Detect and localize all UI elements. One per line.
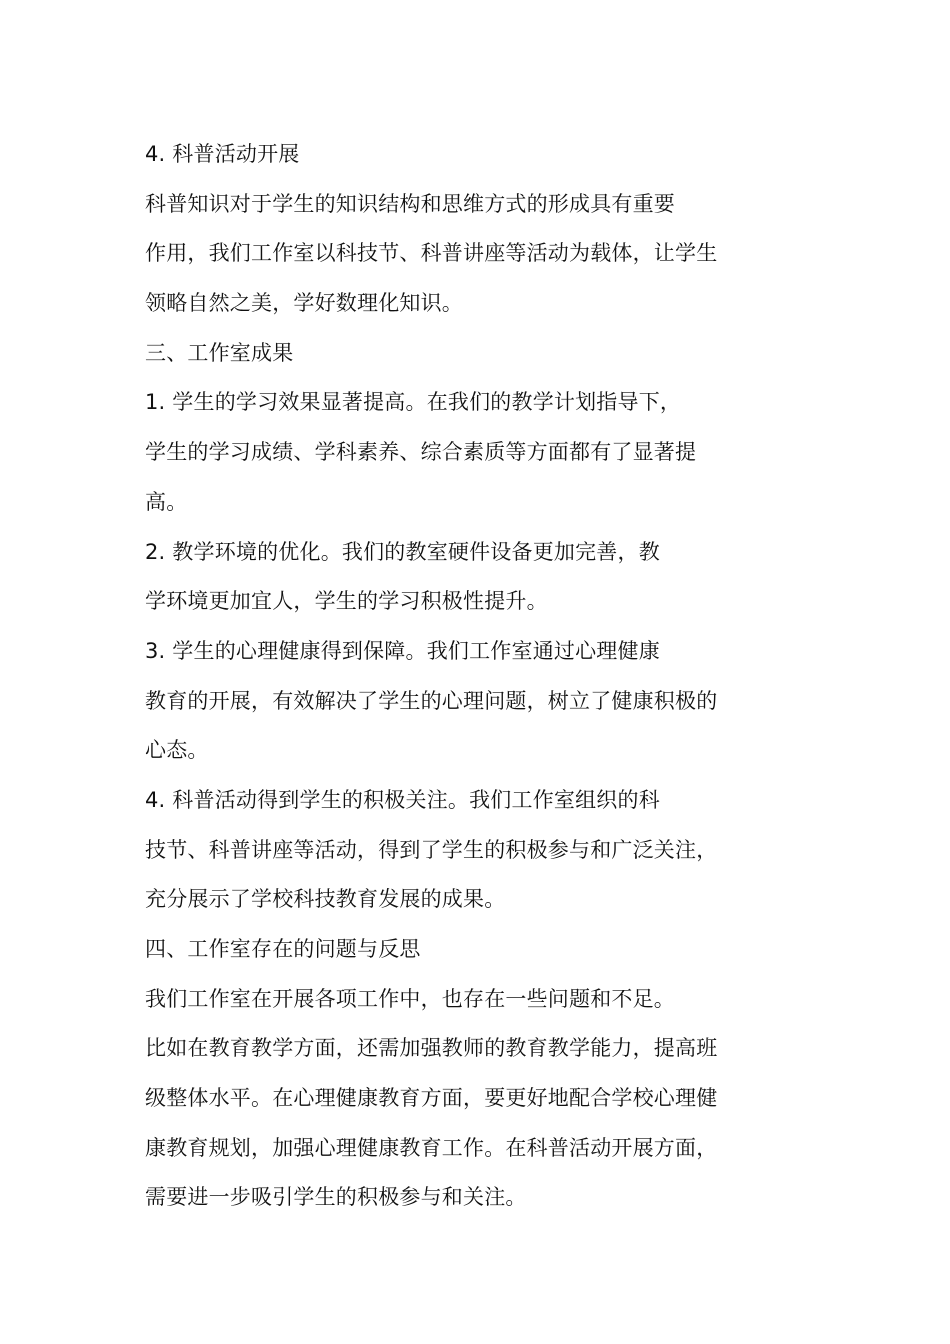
paragraph-line: 我们工作室在开展各项工作中，也存在一些问题和不足。 [145,986,675,1011]
paragraph-line: 教育的开展，有效解决了学生的心理问题，树立了健康积极的 [145,688,718,713]
section-heading-problems-reflection: 四、工作室存在的问题与反思 [145,937,421,961]
paragraph-line: 充分展示了学校科技教育发展的成果。 [145,887,506,912]
paragraph-line: 2. 教学环境的优化。我们的教室硬件设备更加完善，教 [145,539,660,564]
section-heading-science-activities: 4. 科普活动开展 [145,142,300,166]
paragraph-line: 高。 [145,489,188,514]
document-body [145,130,805,1223]
paragraph-line: 康教育规划，加强心理健康教育工作。在科普活动开展方面， [145,1135,718,1160]
paragraph-line: 比如在教育教学方面，还需加强教师的教育教学能力，提高班 [145,1036,718,1061]
paragraph-line: 1. 学生的学习效果显著提高。在我们的教学计划指导下， [145,390,682,415]
section-heading-studio-results: 三、工作室成果 [145,340,294,365]
paragraph-line: 科普知识对于学生的知识结构和思维方式的形成具有重要 [145,191,675,216]
paragraph-line: 技节、科普讲座等活动，得到了学生的积极参与和广泛关注， [145,837,718,862]
paragraph-line: 4. 科普活动得到学生的积极关注。我们工作室组织的科 [145,787,660,812]
paragraph-line: 学环境更加宜人，学生的学习积极性提升。 [145,589,548,614]
paragraph-line: 需要进一步吸引学生的积极参与和关注。 [145,1185,527,1210]
paragraph-line: 领略自然之美，学好数理化知识。 [145,291,463,316]
paragraph-line: 级整体水平。在心理健康教育方面，要更好地配合学校心理健 [145,1086,718,1111]
paragraph-line: 3. 学生的心理健康得到保障。我们工作室通过心理健康 [145,638,660,663]
paragraph-line: 心态。 [145,738,209,763]
paragraph-line: 作用，我们工作室以科技节、科普讲座等活动为载体，让学生 [145,241,718,266]
paragraph-line: 学生的学习成绩、学科素养、综合素质等方面都有了显著提 [145,440,697,465]
